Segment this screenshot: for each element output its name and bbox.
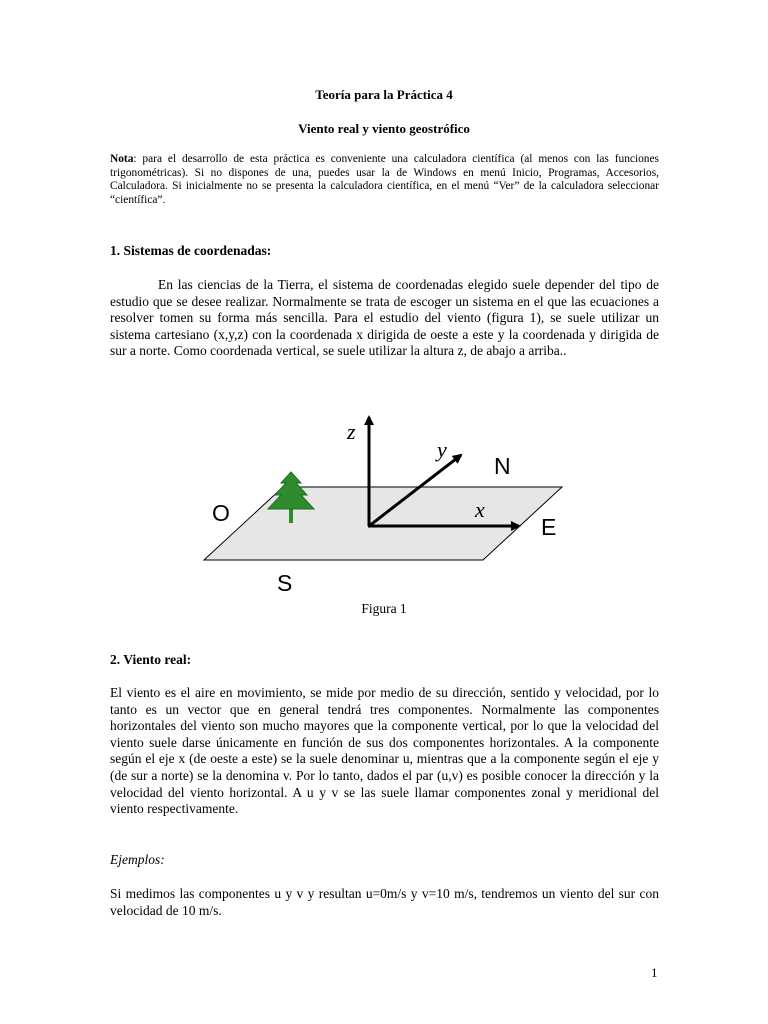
coordinate-system-figure (0, 395, 768, 600)
section1-heading: 1. Sistemas de coordenadas: (110, 243, 272, 258)
x-axis-label: x (475, 497, 485, 522)
document-subtitle: Viento real y viento geostrófico (298, 121, 470, 136)
west-label: O (212, 500, 230, 526)
east-label: E (541, 514, 557, 540)
section2-paragraph: El viento es el aire en movimiento, se mide por medio de su dirección, sentido y velocidad, por lo tanto es un vector que en general tendrá tres componentes. Normalmente las componentes horizontales del viento son mucho mayores que la componente vertical, por lo que la velocidad del viento suele darse únicamente en función de sus dos componentes horizontales. A la componente según el eje x (de oeste a este) se la suele denominar u, mientras que a la componente según el eje y (de sur a norte) se la denomina v. Por lo tanto, dados el par (u,v) es posible conocer la dirección y la velocidad del viento horizontal. A u y v se las suele llamar componentes zonal y meridional del viento respectivamente. (110, 685, 659, 817)
note-paragraph (110, 153, 659, 207)
page-number: 1 (651, 965, 658, 980)
y-axis-label: y (437, 437, 447, 462)
section1-paragraph: En las ciencias de la Tierra, el sistema de coordenadas elegido suele depender del tipo de estudio que se desee realizar. Normalmente se trata de escoger un sistema en el que las ecuaciones a resolver tomen su forma más sencilla. Para el estudio del viento (figura 1), se suele utilizar un sistema cartesiano (x,y,z) con la coordenada x dirigida de oeste a este y la coordenada y dirigida de sur a norte. Como coordenada vertical, se suele utilizar la altura z, de abajo a arriba.. (110, 277, 659, 359)
document-title: Teoría para la Práctica 4 (315, 87, 453, 102)
north-label: N (494, 453, 511, 479)
example-paragraph: Si medimos las componentes u y v y resultan u=0m/s y v=10 m/s, tendremos un viento del sur con velocidad de 10 m/s. (110, 886, 659, 918)
ground-plane (204, 487, 562, 560)
z-axis-label: z (347, 419, 356, 444)
note-text: : para el desarrollo de esta práctica es conveniente una calculadora científica (al menos con las funciones trigonométricas). Si no dispones de una, puedes usar la de Windows en menú Inicio, Programas, Accesorios, Calculadora. Si inicialmente no se presenta la calculadora científica, en el menú “Ver” de la calculadora seleccionar “científica”. (110, 153, 659, 206)
examples-label: Ejemplos: (110, 852, 165, 867)
figure-caption: Figura 1 (361, 601, 407, 616)
note-label: Nota (110, 153, 134, 165)
south-label: S (277, 570, 293, 596)
section2-heading: 2. Viento real: (110, 652, 192, 667)
